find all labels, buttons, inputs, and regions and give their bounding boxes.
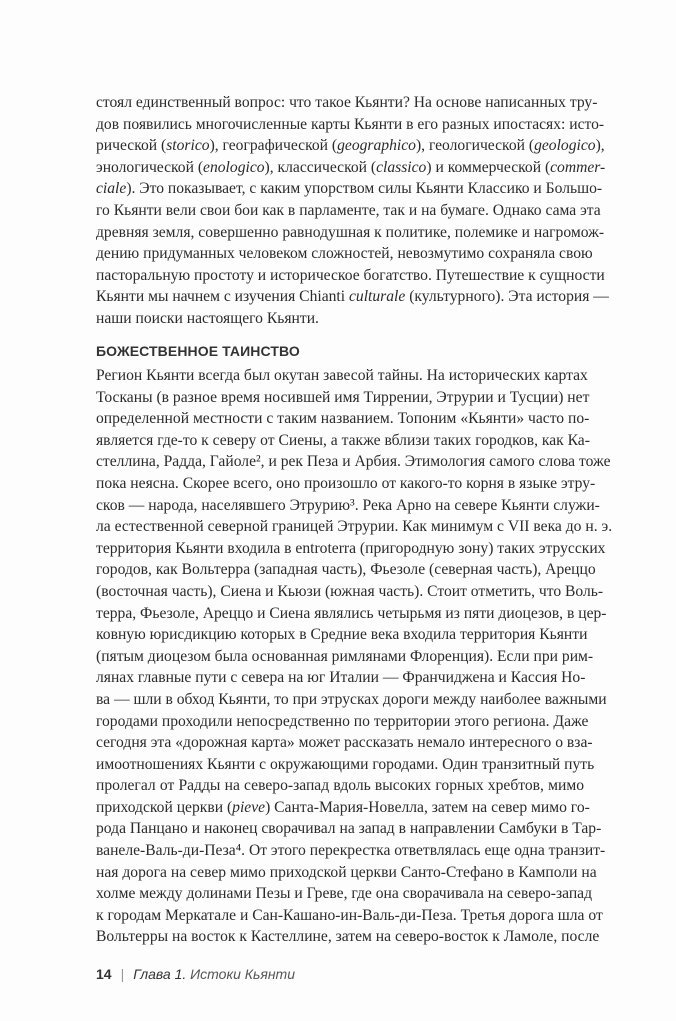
text-segment: сегодня эта «дорожная карта» может рассказать немало интересного о вза-: [96, 734, 593, 752]
text-segment: ва — шли в обход Кьянти, то при этрусках дороги между наиболее важными: [96, 690, 607, 708]
text-segment: (пятым диоцезом была основанная римлянами Флоренция). Если при рим-: [96, 647, 594, 665]
text-segment: (восточная часть), Сиена и Кьюзи (южная часть). Стоит отметить, что Воль-: [96, 582, 604, 600]
text-segment: территория Кьянти входила в entroterra (пригородную зону) таких этрусских: [96, 539, 606, 557]
text-segment: Регион Кьянти всегда был окутан завесой тайны. На исторических картах: [96, 367, 588, 384]
text-line: [96, 689, 607, 711]
text-line: [96, 222, 605, 244]
text-line: [96, 581, 604, 603]
text-line: [96, 775, 584, 797]
text-segment: ) Санта-Мария-Новелла, затем на север мимо го-: [265, 798, 590, 816]
italic-term: enologico: [203, 158, 265, 176]
italic-term: geographico: [337, 137, 416, 155]
text-segment: пасторальную простоту и историческое богатство. Путешествие к сущности: [96, 266, 605, 284]
paragraph-body: [96, 365, 613, 948]
text-line: [96, 178, 603, 200]
text-segment: стеллина, Радда, Гайоле², и рек Пеза и Арбия. Этимология самого слова тоже: [96, 453, 611, 471]
text-segment: дению придуманных человеком сложностей, невозмутимо сохраняла свою: [96, 245, 593, 263]
text-line: [96, 862, 597, 884]
text-segment: к городам Меркатале и Сан-Кашано-ин-Валь-ди-Пеза. Третья дорога шла от: [96, 906, 603, 924]
page-number: 14: [96, 966, 112, 982]
text-segment: определенной местности с таким названием. Топоним «Кьянти» часто по-: [96, 410, 590, 428]
page-footer: [96, 966, 295, 982]
text-line: [96, 818, 602, 840]
text-segment: ), классической (: [264, 158, 377, 176]
text-segment: ла естественной северной границей Этрурии. Как минимум с VII века до н. э.: [96, 518, 613, 536]
text-segment: Тосканы (в разное время носившей имя Тиррении, Этрурии и Тусции) нет: [96, 388, 590, 406]
text-segment: энологической (: [96, 158, 204, 176]
paragraph-intro: [96, 92, 609, 330]
text-segment: пока неясна. Скорее всего, оно произошло от какого-то корня в языке этру-: [96, 474, 596, 492]
text-segment: сков — народа, населявшего Этрурию³. Река Арно на севере Кьянти служи-: [96, 496, 600, 514]
text-segment: ), географической (: [209, 137, 338, 155]
text-line: [96, 797, 590, 819]
text-segment: стоял единственный вопрос: что такое Кьянти? На основе написанных тру-: [96, 94, 598, 111]
text-segment: терра, Фьезоле, Ареццо и Сиена являлись четырьмя из пяти диоцезов, в цер-: [96, 604, 607, 622]
chapter-title: Истоки Кьянти: [190, 966, 295, 982]
text-line: [96, 114, 605, 136]
text-line: [96, 157, 606, 179]
text-line: [96, 286, 609, 308]
text-line: [96, 243, 593, 265]
text-segment: городов, как Вольтерра (западная часть), Фьезоле (северная часть), Ареццо: [96, 561, 596, 579]
text-line: [96, 840, 606, 862]
text-segment: го Кьянти вели свои бои как в парламенте, так и на бумаге. Однако сама эта: [96, 201, 601, 219]
text-segment: (культурного). Эта история —: [405, 288, 609, 306]
text-segment: ковную юрисдикцию которых в Средние века входила территория Кьянти: [96, 626, 588, 644]
text-line: [96, 365, 588, 387]
text-segment: ванеле-Валь-ди-Пеза⁴. От этого перекрестка ответвлялась еще одна транзит-: [96, 842, 606, 860]
text-line: [96, 732, 593, 754]
text-line: [96, 754, 595, 776]
text-line: [96, 905, 603, 927]
text-segment: городами проходили непосредственно по территории этого региона. Даже: [96, 712, 589, 730]
text-line: [96, 667, 584, 689]
text-segment: ), геологической (: [415, 137, 535, 155]
italic-term: geologico: [534, 137, 596, 155]
text-segment: ). Это показывает, с каким упорством силы Кьянти Классико и Большо-: [126, 180, 603, 198]
text-line: [96, 308, 584, 330]
text-line: [96, 408, 590, 430]
text-line: [96, 495, 600, 517]
text-line: [96, 135, 605, 157]
text-segment: ),: [595, 137, 605, 155]
text-line: [96, 473, 596, 495]
text-segment: дов появились многочисленные карты Кьянти в его разных ипостасях: исто-: [96, 115, 605, 133]
text-segment: холме между долинами Пезы и Греве, где она сворачивала на северо-запад: [96, 885, 593, 903]
text-line: [96, 516, 613, 538]
text-line: [96, 624, 588, 646]
section-heading: БОЖЕСТВЕННОЕ ТАИНСТВО: [96, 343, 300, 359]
italic-term: ciale: [96, 180, 127, 198]
italic-term: commer-: [550, 158, 606, 176]
text-segment: пролегал от Радды на северо-запад вдоль высоких горных хребтов, мимо: [96, 777, 584, 795]
text-line: [96, 559, 596, 581]
text-segment: имоотношениях Кьянти с окружающими городами. Один транзитный путь: [96, 755, 595, 773]
text-segment: древняя земля, совершенно равнодушная к политике, полемике и нагромож-: [96, 223, 605, 241]
italic-term: storico: [166, 137, 210, 155]
text-segment: является где-то к северу от Сиены, а также вблизи таких городков, как Ка-: [96, 431, 590, 449]
text-line: [96, 883, 593, 905]
text-line: [96, 387, 590, 409]
italic-term: classico: [376, 158, 427, 176]
text-segment: наши поиски настоящего Кьянти.: [96, 309, 319, 327]
text-segment: рической (: [96, 137, 167, 155]
footer-separator: |: [120, 966, 125, 982]
text-segment: рода Панцано и наконец сворачивал на запад в направлении Самбуки в Тар-: [96, 820, 602, 838]
text-line: [96, 646, 594, 668]
chapter-label: Глава 1.: [133, 966, 187, 982]
text-line: [96, 711, 589, 733]
italic-term: culturale: [348, 288, 406, 306]
text-line: [96, 926, 600, 948]
text-line: [96, 538, 606, 560]
text-line: [96, 92, 598, 114]
text-segment: Вольтерры на восток к Кастеллине, затем на северо-восток к Ламоле, после: [96, 928, 600, 946]
text-segment: лянах главные пути с севера на юг Италии — Франчиджена и Кассия Но-: [96, 669, 586, 687]
text-segment: приходской церкви (: [96, 798, 233, 816]
text-segment: ) и коммерческой (: [426, 158, 551, 176]
text-line: [96, 603, 607, 625]
text-segment: Кьянти мы начнем с изучения Chianti: [96, 288, 349, 306]
text-line: [96, 430, 590, 452]
text-segment: ная дорога на север мимо приходской церкви Санто-Стефано в Камполи на: [96, 863, 597, 881]
text-line: [96, 265, 605, 287]
text-line: [96, 200, 601, 222]
italic-term: pieve: [232, 798, 266, 816]
text-line: [96, 451, 611, 473]
